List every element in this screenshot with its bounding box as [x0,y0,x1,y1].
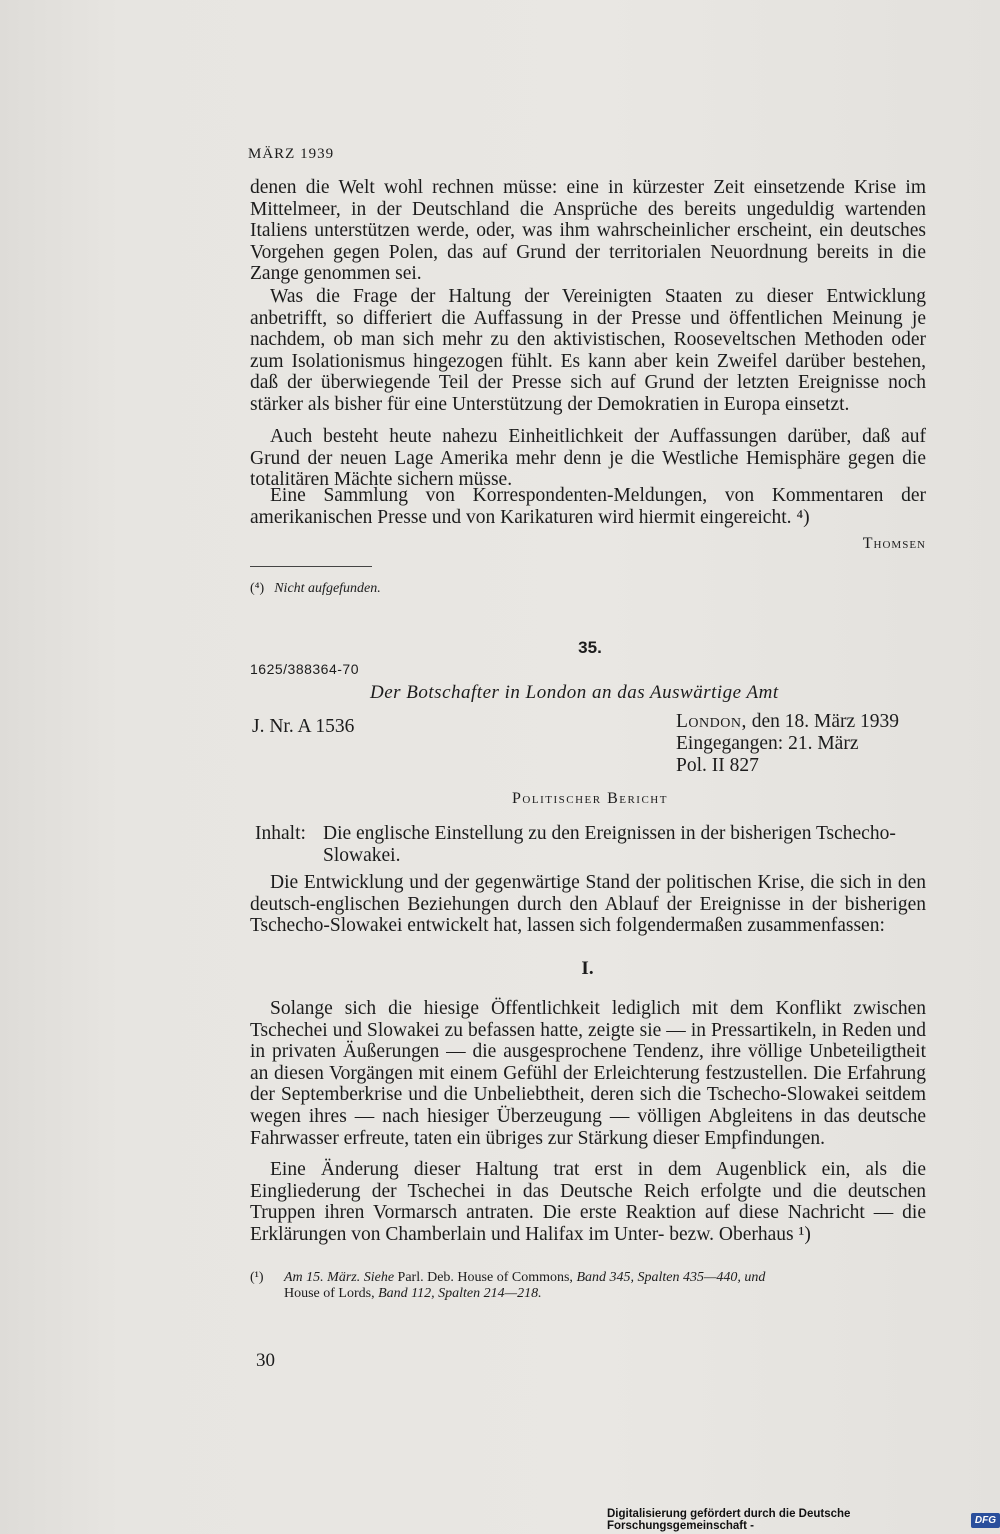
place-date [676,711,899,733]
place-date-block [676,711,899,777]
footnote-number: (⁴) [250,581,265,596]
received-date: Eingegangen: 21. März [676,733,859,754]
subject-line [255,823,935,867]
place: London, [676,711,747,732]
document-header: Der Botschafter in London an das Auswärtige Amt [370,682,779,703]
document-number: 35. [578,638,602,657]
footnote-text: Nicht aufgefunden. [274,581,381,596]
paragraph-2: Was die Frage der Haltung der Vereinigten Staaten zu dieser Entwicklung anbetrifft, so differiert die Auffassung in der Presse und öffentlichen Meinung je nachdem, ob man sich mehr zu den aktivistischen, Rooseveltschen Methoden oder zum Isolationismus hingezogen fühlt. Es kann aber kein Zweifel darüber bestehen, daß der überwiegende Teil der Presse sich auf Grund der letzten Ereignisse noch stärker als bisher für eine Unterstützung der Demokratien in Europa einsetzt. [250,286,926,415]
paragraph-3: Auch besteht heute nahezu Einheitlichkeit der Auffassungen darüber, daß auf Grund der neuen Lage Amerika mehr denn je die Westliche Hemisphäre gegen die totalitären Mächte sichern müsse. [250,426,926,491]
footnote-number: (¹) [250,1270,264,1285]
section-paragraph-1: Solange sich die hiesige Öffentlichkeit lediglich mit dem Konflikt zwischen Tschechei und Slowakei zu befassen hatte, zeigte sie — in Pressartikeln, in Reden und in privaten Äußerungen — die ausgesprochene Tendenz, ihre völlige Unbeteiligtheit an diesen Vorgängen mit einem Gefühl der Erleichterung festzustellen. Die Erfahrung der Septemberkrise und die Unbeliebtheit, deren sich die Tschecho-Slowakei seitdem wegen ihres — nach hiesiger Überzeugung — völligen Abgleitens in das deutsche Fahrwasser erfreute, taten ein übriges zur Stärkung dieser Empfindungen. [250,998,926,1149]
footer-text: Digitalisierung gefördert durch die Deutsche Forschungsgemeinschaft - [607,1508,851,1532]
footnote-4 [250,581,381,597]
date: den 18. März 1939 [751,711,900,732]
running-head: MÄRZ 1939 [248,146,335,162]
journal-number: J. Nr. A 1536 [252,716,355,737]
paragraph-1: denen die Welt wohl rechnen müsse: eine in kürzester Zeit einsetzende Krise im Mittelmeer, in der Deutschland die Ansprüche des bereits ungeduldig wartenden Italiens unterstützen werde, oder, was ihm wahrscheinlicher erscheint, ein deutsches Vorgehen gegen Polen, das auf Grund der territorialen Neuordnung bereits in die Zange genommen sei. [250,177,926,285]
subject-label: Inhalt: [255,823,306,844]
signature: Thomsen [862,535,926,552]
subject-text: Die englische Einstellung zu den Ereignissen in der bisherigen Tschecho- [323,823,896,844]
paragraph-4: Eine Sammlung von Korrespondenten-Meldungen, von Kommentaren der amerikanischen Presse und von Karikaturen wird hiermit eingereicht. ⁴) [250,485,926,528]
section-number: I. [581,958,594,979]
report-title: Politischer Bericht [512,790,668,807]
section-paragraph-2: Eine Änderung dieser Haltung trat erst in dem Augenblick ein, als die Eingliederung der Tschechei in das Deutsche Reich erfolgte und die deutschen Truppen ihren Vormarsch antraten. Die erste Reaktion auf diese Nachricht — die Erklärungen von Chamberlain und Halifax im Unter- bezw. Oberhaus ¹) [250,1159,926,1245]
subject-text-continued: Slowakei. [323,845,401,866]
intro-paragraph: Die Entwicklung und der gegenwärtige Stand der politischen Krise, die sich in den deutsch-englischen Beziehungen durch den Ablauf der Ereignisse in der bisherigen Tschecho-Slowakei entwickelt hat, lassen sich folgendermaßen zusammenfassen: [250,872,926,937]
footnote-1: (¹) Am 15. März. Siehe Parl. Deb. House of Commons, Band 345, Spalten 435—440, und House of Lords, Band 112, Spalten 214—218. [250,1270,766,1301]
digitization-footer [607,1510,1000,1530]
footnote-rule [250,566,372,567]
page-number: 30 [256,1350,275,1371]
file-reference: 1625/388364-70 [250,661,359,677]
dfg-logo-icon: DFG [971,1513,1000,1528]
pol-reference: Pol. II 827 [676,755,759,776]
